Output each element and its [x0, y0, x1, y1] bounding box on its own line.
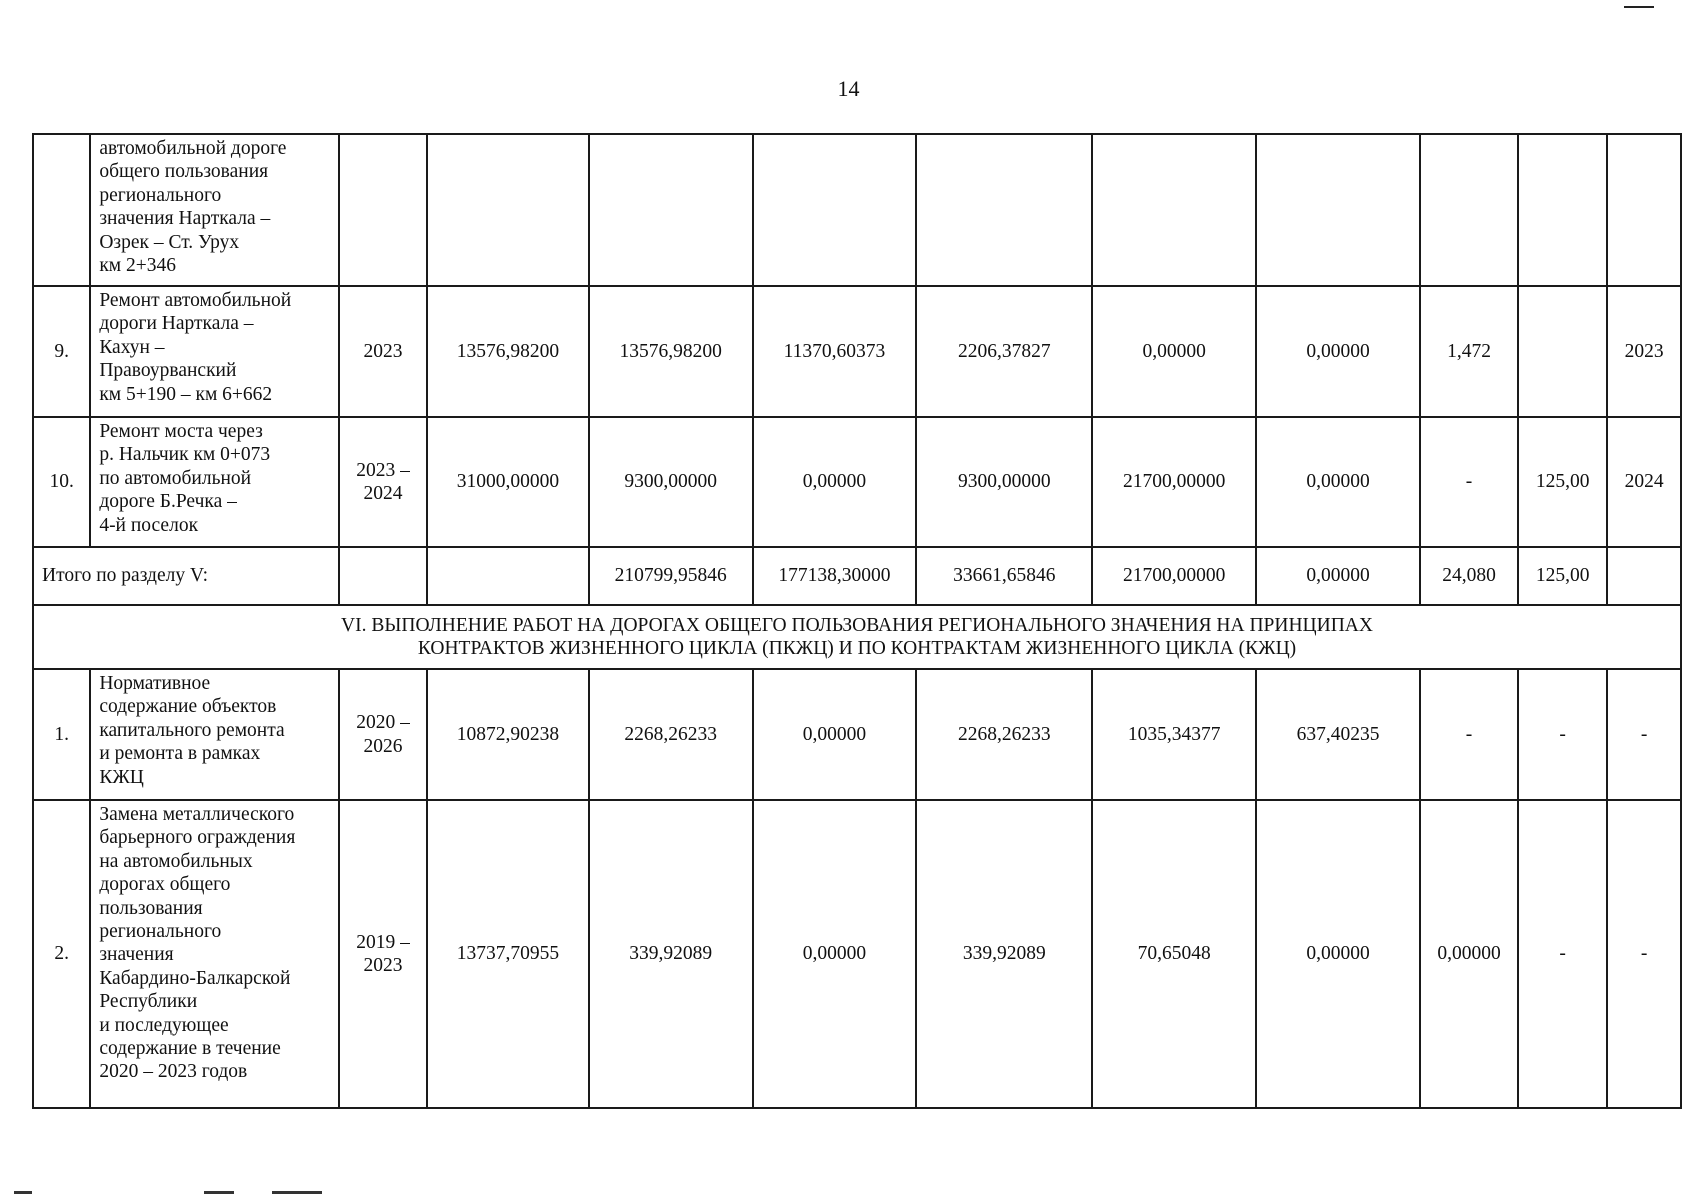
value-cell: 13576,98200	[589, 286, 753, 417]
section-heading-row	[33, 605, 1681, 669]
years-cell	[339, 800, 427, 1108]
section-title	[33, 605, 1681, 669]
object-name	[90, 134, 339, 286]
table-row	[33, 669, 1681, 800]
value-cell: 0,00000	[1420, 800, 1518, 1108]
value-cell: -	[1420, 669, 1518, 800]
total-value: 33661,65846	[916, 547, 1092, 605]
object-name-line: Нормативное	[99, 673, 211, 694]
row-number	[33, 134, 90, 286]
years-cell	[339, 286, 427, 417]
object-name-line: содержание в течение	[99, 1037, 281, 1059]
value-cell: 2206,37827	[916, 286, 1092, 417]
object-name-line: км 2+346	[99, 254, 176, 276]
value-cell: 0,00000	[753, 669, 917, 800]
object-name-line: КЖЦ	[99, 766, 144, 788]
table-row	[33, 417, 1681, 547]
row-number: 10.	[33, 417, 90, 547]
value-cell: 9300,00000	[589, 417, 753, 547]
object-name-line: км 5+190 – км 6+662	[99, 383, 273, 405]
value-cell: 70,65048	[1092, 800, 1256, 1108]
object-name	[90, 800, 339, 1108]
total-row	[33, 547, 1681, 605]
value-cell: 0,00000	[1092, 286, 1256, 417]
page-number: 14	[837, 76, 860, 101]
object-name-line: регионального	[99, 184, 222, 206]
value-cell: 637,40235	[1256, 669, 1420, 800]
value-cell: -	[1518, 669, 1607, 800]
object-name	[90, 286, 339, 417]
object-name-line: Кабардино-Балкарской	[99, 967, 291, 989]
value-cell: 21700,00000	[1092, 417, 1256, 547]
value-cell: 1035,34377	[1092, 669, 1256, 800]
value-cell	[1607, 547, 1681, 605]
object-name-line: Республики	[99, 991, 198, 1013]
value-cell	[427, 547, 589, 605]
object-name-line: р. Нальчик км 0+073	[99, 444, 271, 466]
object-name-line: капитального ремонта	[99, 719, 285, 741]
value-cell	[1092, 134, 1256, 286]
total-value: 0,00000	[1256, 547, 1420, 605]
total-value: 21700,00000	[1092, 547, 1256, 605]
value-cell	[427, 134, 589, 286]
value-cell	[339, 547, 427, 605]
value-cell: 1,472	[1420, 286, 1518, 417]
total-value: 177138,30000	[753, 547, 917, 605]
value-cell: 13737,70955	[427, 800, 589, 1108]
object-name-line: значения Нарткала –	[99, 208, 271, 230]
value-cell	[916, 134, 1092, 286]
value-cell: 2024	[1607, 417, 1681, 547]
value-cell: 0,00000	[753, 800, 917, 1108]
years-line: 2020 –	[356, 712, 410, 734]
years-line: 2019 –	[356, 931, 410, 953]
value-cell: 11370,60373	[753, 286, 917, 417]
object-name-line: и последующее	[99, 1014, 229, 1036]
value-cell: 13576,98200	[427, 286, 589, 417]
value-cell: 2268,26233	[916, 669, 1092, 800]
value-cell: 339,92089	[589, 800, 753, 1108]
corner-scan-mark	[1624, 6, 1654, 8]
years-line: 2023	[363, 340, 403, 362]
value-cell: 2023	[1607, 286, 1681, 417]
value-cell: -	[1607, 800, 1681, 1108]
value-cell: 0,00000	[753, 417, 917, 547]
scan-artifact-marks	[14, 1191, 374, 1197]
value-cell: 2268,26233	[589, 669, 753, 800]
row-number: 1.	[33, 669, 90, 800]
section-title-line: КОНТРАКТОВ ЖИЗНЕННОГО ЦИКЛА (ПКЖЦ) И ПО КОНТРАКТАМ ЖИЗНЕННОГО ЦИКЛА (КЖЦ)	[417, 638, 1297, 659]
row-number: 9.	[33, 286, 90, 417]
object-name-line: Замена металлического	[99, 804, 295, 825]
object-name-line: 4-й поселок	[99, 514, 199, 536]
object-name-line: по автомобильной	[99, 467, 252, 489]
value-cell: 125,00	[1518, 417, 1607, 547]
object-name-line: значения	[99, 944, 174, 966]
scan-mark	[204, 1191, 234, 1194]
object-name-line: 2020 – 2023 годов	[99, 1061, 248, 1083]
scan-mark	[14, 1191, 32, 1194]
value-cell	[1256, 134, 1420, 286]
value-cell: 0,00000	[1256, 286, 1420, 417]
object-name-line: и ремонта в рамках	[99, 743, 261, 765]
value-cell: -	[1518, 800, 1607, 1108]
object-name-line: дороги Нарткала –	[99, 313, 254, 335]
object-name-line: барьерного ограждения	[99, 827, 296, 849]
object-name-line: дороге Б.Речка –	[99, 491, 237, 513]
value-cell: 10872,90238	[427, 669, 589, 800]
years-cell	[339, 669, 427, 800]
object-name-line: дорогах общего	[99, 874, 231, 896]
value-cell: 0,00000	[1256, 417, 1420, 547]
object-name-line: Ремонт моста через	[99, 421, 263, 442]
value-cell	[1518, 286, 1607, 417]
table-row	[33, 800, 1681, 1108]
value-cell	[1420, 134, 1518, 286]
value-cell	[1607, 134, 1681, 286]
value-cell	[589, 134, 753, 286]
section-title-line: VI. ВЫПОЛНЕНИЕ РАБОТ НА ДОРОГАХ ОБЩЕГО ПОЛЬЗОВАНИЯ РЕГИОНАЛЬНОГО ЗНАЧЕНИЯ НА ПРИНЦИПАХ	[341, 614, 1373, 636]
table-row	[33, 134, 1681, 286]
total-value: 210799,95846	[589, 547, 753, 605]
object-name-line: Правоурванский	[99, 360, 237, 382]
row-number: 2.	[33, 800, 90, 1108]
scan-mark	[272, 1191, 322, 1194]
value-cell	[753, 134, 917, 286]
years-cell	[339, 417, 427, 547]
object-name-line: Озрек – Ст. Урух	[99, 231, 240, 253]
object-name-line: регионального	[99, 920, 222, 942]
table-body	[33, 134, 1681, 1108]
value-cell: 0,00000	[1256, 800, 1420, 1108]
object-name-line: содержание объектов	[99, 696, 277, 718]
value-cell: 9300,00000	[916, 417, 1092, 547]
total-label: Итого по разделу V:	[33, 547, 339, 605]
total-value: 24,080	[1420, 547, 1518, 605]
value-cell: 31000,00000	[427, 417, 589, 547]
object-name-line: на автомобильных	[99, 850, 253, 872]
object-name-line: Ремонт автомобильной	[99, 290, 292, 311]
object-name	[90, 417, 339, 547]
value-cell: -	[1420, 417, 1518, 547]
object-name-line: Кахун –	[99, 336, 165, 358]
object-name	[90, 669, 339, 800]
object-name-line: общего пользования	[99, 161, 269, 183]
table-row	[33, 286, 1681, 417]
object-name-line: пользования	[99, 897, 203, 919]
years-line: 2024	[363, 483, 403, 504]
object-name-line: автомобильной дороге	[99, 138, 287, 159]
value-cell: 339,92089	[916, 800, 1092, 1108]
value-cell	[1518, 134, 1607, 286]
years-line: 2026	[363, 735, 403, 757]
total-value: 125,00	[1518, 547, 1607, 605]
years-line: 2023 –	[356, 459, 410, 481]
program-table	[32, 133, 1682, 1109]
value-cell: -	[1607, 669, 1681, 800]
years-line: 2023	[363, 955, 403, 976]
years-cell	[339, 134, 427, 286]
